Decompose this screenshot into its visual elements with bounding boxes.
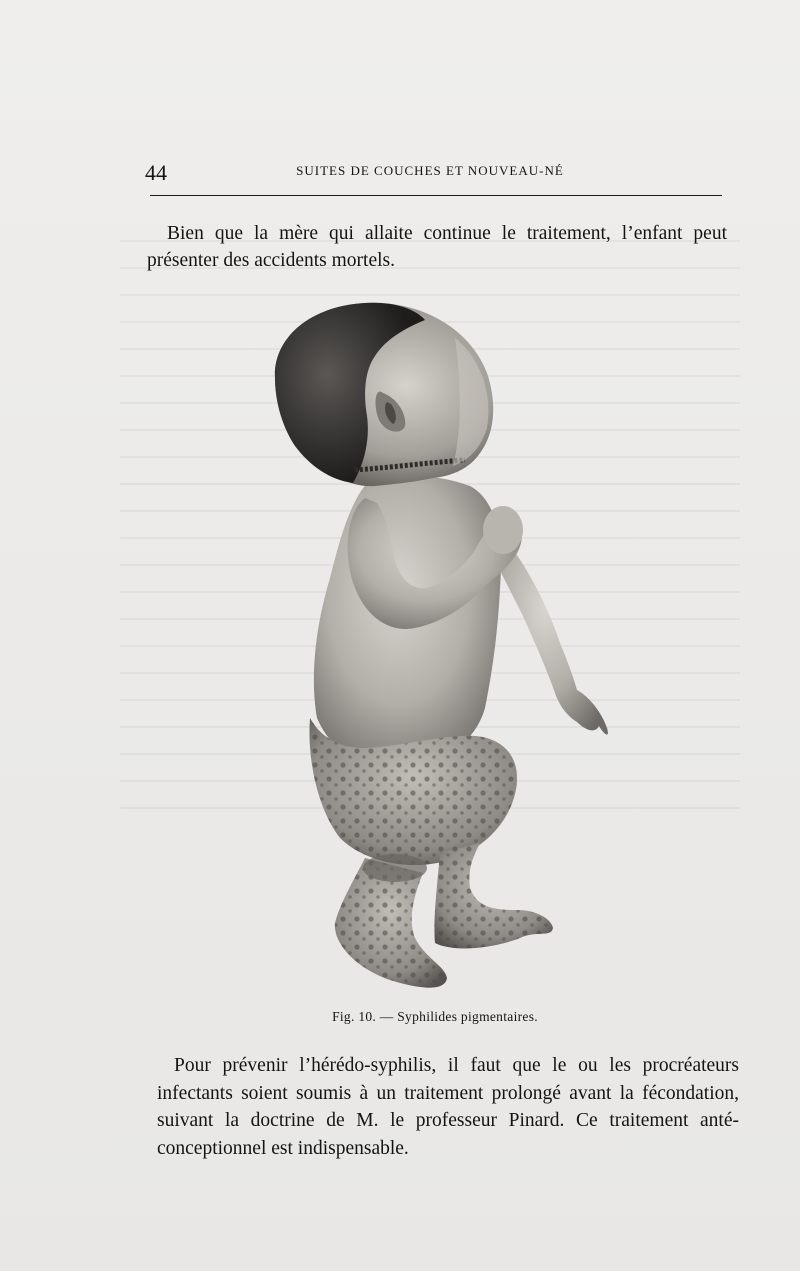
running-title: SUITES DE COUCHES ET NOUVEAU-NÉ xyxy=(296,163,564,178)
infant-photograph xyxy=(255,298,625,998)
paragraph-1: Bien que la mère qui allaite continue le traitement, l’enfant peut présenter des accidents mortels. xyxy=(147,223,727,271)
paragraph-2: Pour prévenir l’hérédo-syphilis, il faut que le ou les procréateurs infectants soient soumis à un traitement prolongé avant la fécondation, suivant la doctrine de M. le professeur Pinard. Ce traitement anté-conceptionnel est indispensable. xyxy=(157,1055,739,1159)
figure-caption: Fig. 10. — Syphilides pigmentaires. xyxy=(332,1009,538,1024)
header-rule xyxy=(150,195,722,196)
page-number: 44 xyxy=(145,160,167,185)
